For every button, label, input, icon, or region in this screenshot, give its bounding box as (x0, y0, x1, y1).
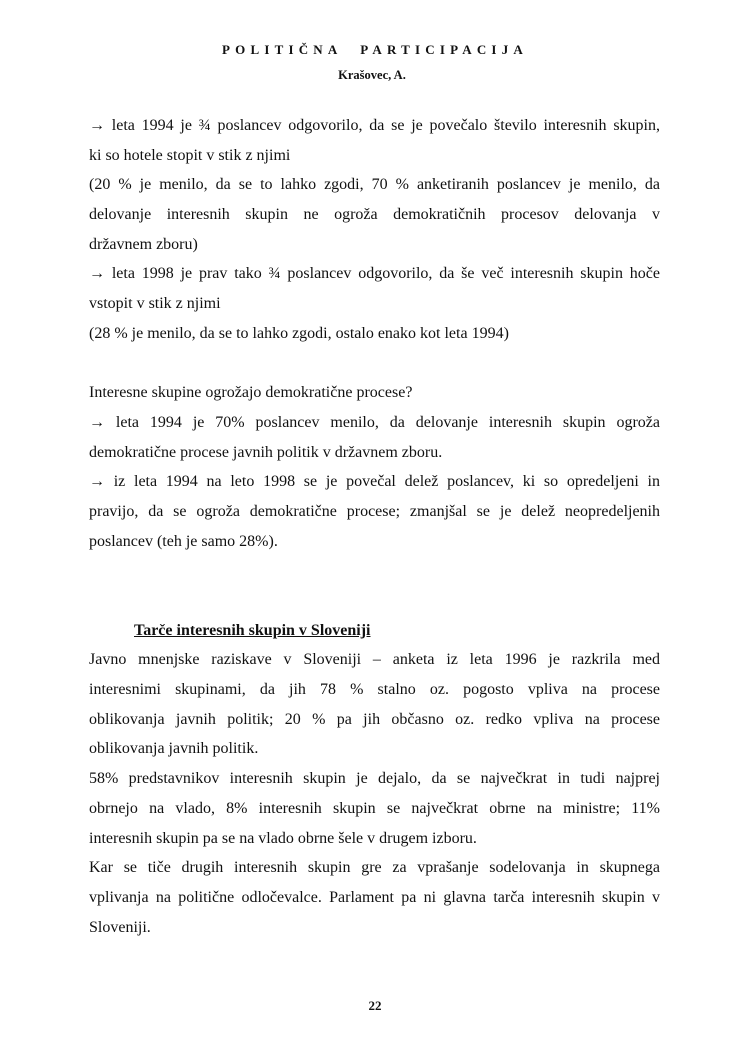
text-line: 58% predstavnikov interesnih skupin je dejalo, da se največkrat in tudi najprej (89, 770, 660, 788)
page-number: 22 (368, 998, 382, 1013)
document-body (89, 111, 660, 942)
text-line: interesnimi skupinami, da jih 78 % stalno oz. pogosto vpliva na procese (89, 681, 660, 699)
text-line: obrnejo na vlado, 8% interesnih skupin se največkrat obrne na ministre; 11% (89, 799, 660, 817)
text-line: → leta 1998 je prav tako ¾ poslancev odgovorilo, da še več interesnih skupin hoče (89, 265, 660, 283)
paragraph (89, 170, 660, 259)
text-line: Javno mnenjske raziskave v Sloveniji – anketa iz leta 1996 je razkrila med (89, 651, 660, 669)
text-line: → leta 1994 je ¾ poslancev odgovorilo, da se je povečalo število interesnih skupin, (89, 117, 660, 134)
blank-line (89, 586, 660, 616)
text-line: ki so hotele stopit v stik z njimi (89, 146, 291, 164)
paragraph (89, 645, 660, 764)
text-line: oblikovanja javnih politik; 20 % pa jih občasno oz. redko vpliva na procese (89, 710, 660, 728)
paragraph (89, 111, 660, 170)
text-line: (20 % je menilo, da se to lahko zgodi, 70 % anketiranih poslancev je menilo, da (89, 176, 660, 194)
text-line: (28 % je menilo, da se to lahko zgodi, ostalo enako kot leta 1994) (89, 324, 509, 342)
paragraph (89, 408, 660, 467)
paragraph (89, 319, 660, 349)
text-line: državnem zboru) (89, 235, 198, 253)
text-line: poslancev (teh je samo 28%). (89, 532, 278, 550)
text-line: → leta 1994 je 70% poslancev menilo, da delovanje interesnih skupin ogroža (89, 413, 660, 431)
blank-line (89, 349, 660, 379)
text-line: → iz leta 1994 na leto 1998 se je povečal delež poslancev, ki so opredeljeni in (89, 473, 660, 491)
text-line: pravijo, da se ogroža demokratične procese; zmanjšal se je delež neopredeljenih (89, 502, 660, 520)
blank-line (89, 556, 660, 586)
text-line: vplivanja na politične odločevalce. Parlament pa ni glavna tarča interesnih skupin v (89, 888, 660, 906)
text-line: vstopit v stik z njimi (89, 295, 221, 313)
text-line: Sloveniji. (89, 918, 151, 936)
paragraph (89, 853, 660, 942)
paragraph (89, 378, 660, 408)
text-line: interesnih skupin pa se na vlado obrne šele v drugem izboru. (89, 829, 477, 847)
running-header-title: POLITIČNA PARTICIPACIJA (222, 42, 528, 57)
paragraph (89, 259, 660, 318)
paragraph (89, 467, 660, 556)
running-header-author: Krašovec, A. (338, 68, 406, 82)
text-line: demokratične procese javnih politik v državnem zboru. (89, 443, 443, 461)
text-line: Kar se tiče drugih interesnih skupin gre za vprašanje sodelovanja in skupnega (89, 859, 660, 877)
text-line: oblikovanja javnih politik. (89, 740, 259, 758)
text-line: delovanje interesnih skupin ne ogroža demokratičnih procesov delovanja v (89, 206, 660, 224)
paragraph (89, 764, 660, 853)
text-line: Interesne skupine ogrožajo demokratične procese? (89, 384, 413, 402)
section-heading: Tarče interesnih skupin v Sloveniji (134, 621, 371, 639)
